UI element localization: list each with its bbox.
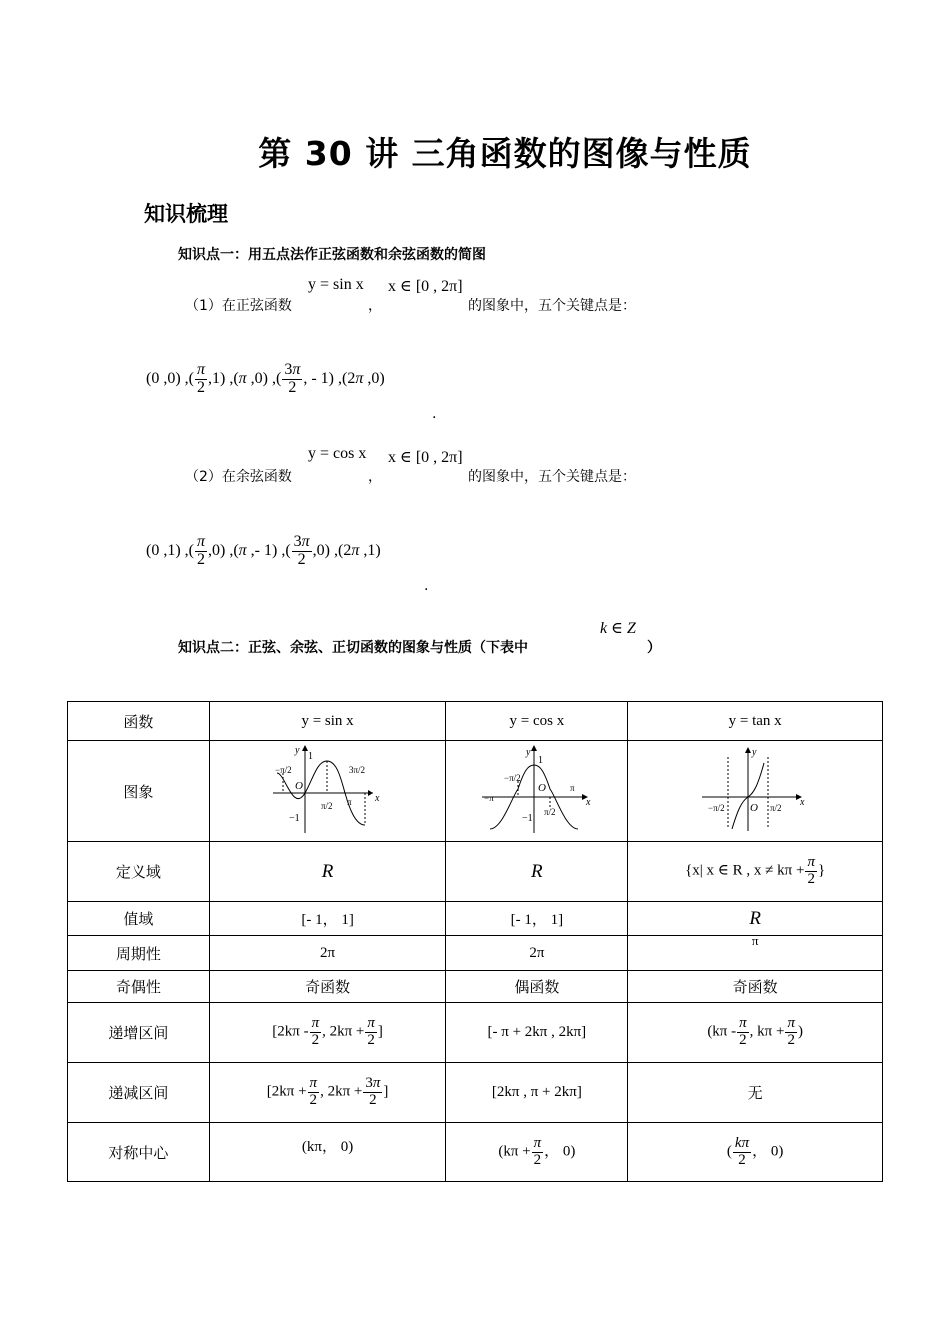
svg-text:1: 1 xyxy=(307,751,313,762)
sin-center: (kπ， 0) xyxy=(209,1123,446,1182)
svg-text:O: O xyxy=(294,780,303,792)
table-row xyxy=(68,902,883,936)
tan-domain-left: {x| x ∈ R , x ≠ kπ + xyxy=(685,862,805,879)
table-row xyxy=(68,842,883,902)
tan-graph xyxy=(628,741,883,842)
kp1-heading: 知识点一：用五点法作正弦函数和余弦函数的简图 xyxy=(178,247,486,263)
tangent-curve-graph xyxy=(700,743,810,835)
tan-domain-right: } xyxy=(817,862,826,879)
svg-text:−π/2: −π/2 xyxy=(503,773,521,783)
tan-inc-part: , kπ + xyxy=(749,1023,785,1040)
svg-text:y: y xyxy=(294,745,300,756)
table-row xyxy=(68,741,883,842)
svg-text:x: x xyxy=(374,793,380,804)
tan-center: ( $\frac{k\pi}{2}$ ， 0) xyxy=(628,1123,883,1182)
row-label: 递增区间 xyxy=(68,1003,210,1063)
sin-key-points: (0 ,0) ,( $\frac{\pi}{2}$ ,1) ,(π ,0) ,( $\frac{3\pi}{2}$ , - 1) ,(2π ,0) xyxy=(146,361,385,396)
cos-center: (kπ + $\frac{\pi}{2}$ ， 0) xyxy=(446,1123,628,1182)
row-label: 值域 xyxy=(68,902,210,936)
sin-dec-part: ] xyxy=(383,1083,389,1100)
tan-inc-part: ) xyxy=(797,1023,803,1040)
svg-text:x: x xyxy=(800,797,805,808)
svg-text:O: O xyxy=(537,782,546,794)
cos-parity: 偶函数 xyxy=(446,971,628,1003)
svg-text:−1: −1 xyxy=(288,813,300,824)
tan-period: π xyxy=(628,936,883,971)
tan-center-part: ( xyxy=(726,1143,732,1160)
tan-domain: {x| x ∈ R , x ≠ kπ + $\frac{\pi}{2}$ } xyxy=(628,842,883,902)
svg-text:−π/2: −π/2 xyxy=(708,803,725,813)
table-row xyxy=(68,1123,883,1182)
sin-suffix: 的图象中，五个关键点是： xyxy=(468,298,636,314)
tan-decreasing: 无 xyxy=(628,1063,883,1123)
kp2-heading: 知识点二：正弦、余弦、正切函数的图象与性质（下表中 xyxy=(178,640,528,656)
svg-text:π: π xyxy=(346,797,352,807)
sin-dec-part: [2kπ + xyxy=(266,1083,307,1100)
svg-text:π/2: π/2 xyxy=(320,801,333,811)
row-label: 定义域 xyxy=(68,842,210,902)
cos-func: y = cos x xyxy=(308,445,367,462)
svg-text:π/2: π/2 xyxy=(770,803,782,813)
cos-period-mark: . xyxy=(424,578,429,594)
tan-parity: 奇函数 xyxy=(628,971,883,1003)
cos-key-points: (0 ,1) ,( $\frac{\pi}{2}$ ,0) ,(π ,- 1) ,( $\frac{3\pi}{2}$ ,0) ,(2π ,1) xyxy=(146,533,381,568)
cos-increasing: [- π + 2kπ , 2kπ] xyxy=(446,1003,628,1063)
table-row xyxy=(68,971,883,1003)
tan-inc-part: (kπ - xyxy=(707,1023,737,1040)
cos-prefix: （2）在余弦函数 xyxy=(185,469,292,485)
cos-period: 2π xyxy=(446,936,628,971)
sine-curve-graph xyxy=(273,743,383,835)
cos-center-part: ， 0) xyxy=(544,1143,576,1160)
row-label: 函数 xyxy=(68,702,210,741)
kp2-close: ） xyxy=(647,640,661,656)
svg-text:y: y xyxy=(525,747,531,758)
cos-sep: ， xyxy=(368,469,382,485)
sin-increasing: [2kπ - $\frac{\pi}{2}$ , 2kπ + $\frac{\pi}{2}$ ] xyxy=(209,1003,446,1063)
sin-inc-part: , 2kπ + xyxy=(322,1023,365,1040)
sin-range: [- 1， 1] xyxy=(209,902,446,936)
svg-text:−π/2: −π/2 xyxy=(274,765,292,775)
svg-text:y: y xyxy=(752,747,757,758)
svg-text:x: x xyxy=(585,797,591,808)
sin-sep: ， xyxy=(368,298,382,314)
svg-text:π/2: π/2 xyxy=(543,807,556,817)
tan-center-part: ， 0) xyxy=(752,1143,784,1160)
tan-increasing: (kπ - $\frac{\pi}{2}$ , kπ + $\frac{\pi}{2}$ ) xyxy=(628,1003,883,1063)
sin-period: 2π xyxy=(209,936,446,971)
sin-graph xyxy=(209,741,446,842)
sin-prefix: （1）在正弦函数 xyxy=(185,298,292,314)
svg-text:O: O xyxy=(750,802,759,814)
section-heading: 知识梳理 xyxy=(144,202,228,226)
cos-range: [- 1， 1] xyxy=(446,902,628,936)
cos-decreasing: [2kπ , π + 2kπ] xyxy=(446,1063,628,1123)
properties-table xyxy=(67,701,883,1182)
table-row xyxy=(68,936,883,971)
cos-domain: R xyxy=(446,842,628,902)
row-label: 图象 xyxy=(68,741,210,842)
cos-graph xyxy=(446,741,628,842)
svg-text:π: π xyxy=(569,783,575,793)
tan-name: y = tan x xyxy=(628,702,883,741)
row-label: 递减区间 xyxy=(68,1063,210,1123)
cos-name: y = cos x xyxy=(446,702,628,741)
cos-center-part: (kπ + xyxy=(498,1143,531,1160)
svg-text:−1: −1 xyxy=(521,813,533,824)
tan-range: R xyxy=(628,902,883,936)
cosine-curve-graph xyxy=(482,743,592,835)
svg-text:3π/2: 3π/2 xyxy=(348,765,365,775)
row-label: 奇偶性 xyxy=(68,971,210,1003)
sin-decreasing: [2kπ + $\frac{\pi}{2}$ , 2kπ + $\frac{3\pi}{2}$ ] xyxy=(209,1063,446,1123)
sin-inc-part: ] xyxy=(377,1023,383,1040)
sin-domain: x ∈ [0 , 2π] xyxy=(388,278,463,295)
sin-parity: 奇函数 xyxy=(209,971,446,1003)
table-row xyxy=(68,1003,883,1063)
page-title: 第 30 讲 三角函数的图像与性质 xyxy=(258,134,752,173)
sin-func: y = sin x xyxy=(308,276,364,293)
table-row xyxy=(68,702,883,741)
svg-text:−π: −π xyxy=(483,793,494,803)
sin-period-mark: . xyxy=(432,406,437,422)
row-label: 周期性 xyxy=(68,936,210,971)
sin-inc-part: [2kπ - xyxy=(272,1023,309,1040)
k-condition: k ∈ Z xyxy=(600,620,636,637)
cos-suffix: 的图象中，五个关键点是： xyxy=(468,469,636,485)
sin-name: y = sin x xyxy=(209,702,446,741)
cos-domain: x ∈ [0 , 2π] xyxy=(388,449,463,466)
row-label: 对称中心 xyxy=(68,1123,210,1182)
sin-domain: R xyxy=(209,842,446,902)
sin-dec-part: , 2kπ + xyxy=(320,1083,363,1100)
table-row xyxy=(68,1063,883,1123)
svg-text:1: 1 xyxy=(537,755,543,766)
